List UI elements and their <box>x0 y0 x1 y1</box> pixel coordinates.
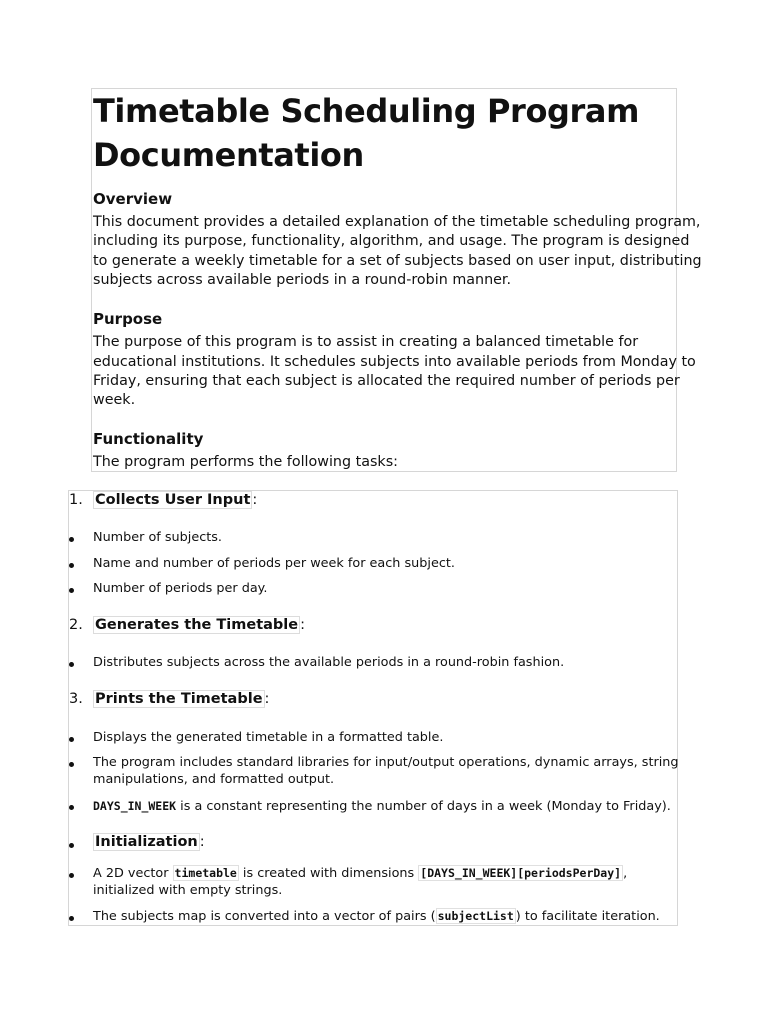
bullet-formatted-table: Displays the generated timetable in a formatted table. <box>93 730 444 745</box>
step-1-suffix: : <box>252 492 258 508</box>
purpose-line-3: Friday, ensuring that each subject is allocated the required number of periods per <box>93 373 680 389</box>
step-1-label: Collects User Input <box>95 492 251 508</box>
step-3-label: Prints the Timetable <box>95 691 263 707</box>
purpose-heading: Purpose <box>93 310 163 328</box>
bullet-2d-vector-pre: A 2D vector <box>93 866 173 881</box>
step-2 <box>93 617 305 633</box>
code-timetable: timetable <box>174 866 237 880</box>
bullet-dot <box>69 762 74 767</box>
step-1 <box>93 492 257 508</box>
bullet-2d-vector-mid: is created with dimensions <box>238 866 419 881</box>
functionality-intro: The program performs the following tasks: <box>93 454 398 470</box>
bullet-subject-periods: Name and number of periods per week for each subject. <box>93 556 455 571</box>
step-3 <box>93 691 269 707</box>
initialization-suffix: : <box>199 834 205 850</box>
bullet-dot <box>69 916 74 921</box>
overview-line-2: including its purpose, functionality, algorithm, and usage. The program is designed <box>93 233 690 249</box>
bullet-2d-vector-line-1 <box>93 864 627 883</box>
bullet-dot <box>69 873 74 878</box>
bullet-dot <box>69 537 74 542</box>
bullet-dot <box>69 737 74 742</box>
bullet-dot <box>69 563 74 568</box>
code-subject-list: subjectList <box>437 909 514 923</box>
step-3-number: 3. <box>69 691 83 707</box>
bullet-dot <box>69 662 74 667</box>
bullet-libraries-line-2: manipulations, and formatted output. <box>93 772 335 787</box>
page-title-line-2: Documentation <box>93 136 364 174</box>
bullet-days-in-week <box>93 797 671 816</box>
bullet-dot <box>69 588 74 593</box>
initialization-label: Initialization <box>95 834 198 850</box>
bullet-subject-list-pre: The subjects map is converted into a vector of pairs ( <box>93 909 436 924</box>
bullet-days-in-week-text: is a constant representing the number of days in a week (Monday to Friday). <box>176 799 671 814</box>
code-dimensions: [DAYS_IN_WEEK][periodsPerDay] <box>420 866 622 880</box>
purpose-line-2: educational institutions. It schedules subjects into available periods from Monday to <box>93 354 696 370</box>
initialization <box>93 834 205 850</box>
bullet-periods-per-day: Number of periods per day. <box>93 581 268 596</box>
step-2-label: Generates the Timetable <box>95 617 299 633</box>
step-1-number: 1. <box>69 492 83 508</box>
purpose-line-4: week. <box>93 392 136 408</box>
step-2-suffix: : <box>300 617 306 633</box>
bullet-number-of-subjects: Number of subjects. <box>93 530 222 545</box>
step-2-number: 2. <box>69 617 83 633</box>
bullet-libraries-line-1: The program includes standard libraries for input/output operations, dynamic arrays, string <box>93 755 679 770</box>
overview-heading: Overview <box>93 190 173 208</box>
overview-line-1: This document provides a detailed explanation of the timetable scheduling program, <box>93 214 701 230</box>
bullet-2d-vector-line-2: initialized with empty strings. <box>93 883 283 898</box>
bullet-2d-vector-post: , <box>623 866 628 881</box>
purpose-line-1: The purpose of this program is to assist in creating a balanced timetable for <box>93 334 639 350</box>
overview-line-3: to generate a weekly timetable for a set of subjects based on user input, distributing <box>93 253 702 269</box>
page-title-line-1: Timetable Scheduling Program <box>93 92 640 130</box>
code-days-in-week: DAYS_IN_WEEK <box>93 799 177 813</box>
bullet-dot <box>69 805 74 810</box>
step-3-suffix: : <box>264 691 270 707</box>
functionality-heading: Functionality <box>93 430 204 448</box>
bullet-dot <box>69 843 74 848</box>
overview-line-4: subjects across available periods in a round-robin manner. <box>93 272 512 288</box>
bullet-subject-list-post: ) to facilitate iteration. <box>515 909 660 924</box>
bullet-round-robin: Distributes subjects across the available periods in a round-robin fashion. <box>93 655 565 670</box>
bullet-subject-list <box>93 907 660 926</box>
